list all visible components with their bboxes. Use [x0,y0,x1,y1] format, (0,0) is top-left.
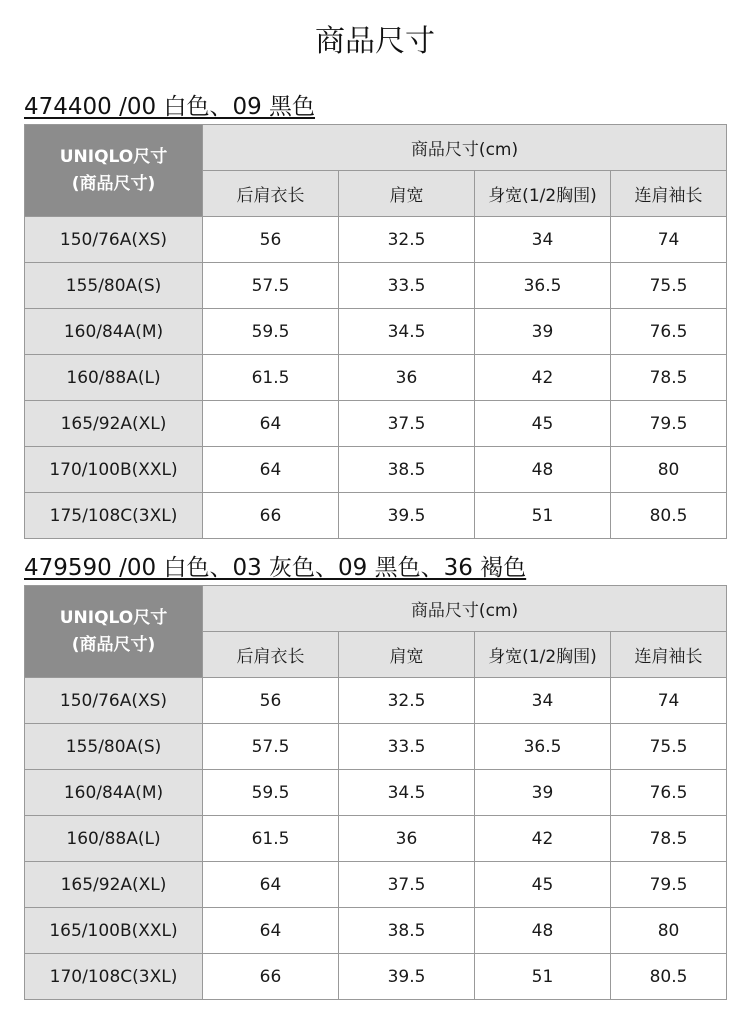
value-cell: 80.5 [611,493,727,539]
table-row [25,724,727,770]
value-cell: 64 [203,908,339,954]
corner-header [25,125,203,217]
column-header-body-width: 身宽(1/2胸围) [475,632,611,678]
value-cell: 64 [203,862,339,908]
value-cell: 48 [475,908,611,954]
section-title-2: 479590 /00 白色、03 灰色、09 黑色、36 褐色 [24,555,527,581]
value-cell: 75.5 [611,724,727,770]
table-row [25,355,727,401]
value-cell: 32.5 [339,217,475,263]
value-cell: 33.5 [339,724,475,770]
value-cell: 39.5 [339,954,475,1000]
value-cell: 56 [203,678,339,724]
value-cell: 36.5 [475,724,611,770]
value-cell: 42 [475,355,611,401]
value-cell: 76.5 [611,309,727,355]
corner-line-2: (商品尺寸) [71,173,156,194]
value-cell: 34 [475,678,611,724]
value-cell: 32.5 [339,678,475,724]
value-cell: 36 [339,355,475,401]
table-row [25,908,727,954]
size-cell: 175/108C(3XL) [25,493,203,539]
value-cell: 38.5 [339,447,475,493]
corner-header [25,586,203,678]
value-cell: 38.5 [339,908,475,954]
size-cell: 165/92A(XL) [25,862,203,908]
group-header: 商品尺寸(cm) [203,125,727,171]
size-cell: 160/84A(M) [25,770,203,816]
group-header: 商品尺寸(cm) [203,586,727,632]
value-cell: 74 [611,217,727,263]
column-header-body-width: 身宽(1/2胸围) [475,171,611,217]
column-header-sleeve-length: 连肩袖长 [611,171,727,217]
value-cell: 61.5 [203,355,339,401]
value-cell: 42 [475,816,611,862]
value-cell: 45 [475,862,611,908]
value-cell: 39.5 [339,493,475,539]
value-cell: 66 [203,954,339,1000]
size-cell: 170/100B(XXL) [25,447,203,493]
size-cell: 160/84A(M) [25,309,203,355]
value-cell: 64 [203,401,339,447]
section-title-1: 474400 /00 白色、09 黑色 [24,94,316,120]
value-cell: 80 [611,908,727,954]
value-cell: 48 [475,447,611,493]
table-row [25,263,727,309]
value-cell: 59.5 [203,309,339,355]
value-cell: 51 [475,954,611,1000]
size-cell: 155/80A(S) [25,724,203,770]
value-cell: 34.5 [339,770,475,816]
value-cell: 34.5 [339,309,475,355]
table-row [25,816,727,862]
corner-line-2: (商品尺寸) [71,634,156,655]
table-row [25,770,727,816]
corner-line-1: UNIQLO尺寸 [59,607,168,628]
value-cell: 36.5 [475,263,611,309]
column-header-back-length: 后肩衣长 [203,171,339,217]
size-cell: 170/108C(3XL) [25,954,203,1000]
table-row [25,447,727,493]
corner-line-1: UNIQLO尺寸 [59,146,168,167]
value-cell: 57.5 [203,263,339,309]
size-cell: 160/88A(L) [25,816,203,862]
value-cell: 36 [339,816,475,862]
table-row [25,954,727,1000]
value-cell: 45 [475,401,611,447]
value-cell: 37.5 [339,401,475,447]
table-row [25,401,727,447]
value-cell: 39 [475,770,611,816]
table-row [25,493,727,539]
value-cell: 57.5 [203,724,339,770]
size-cell: 155/80A(S) [25,263,203,309]
value-cell: 34 [475,217,611,263]
column-header-sleeve-length: 连肩袖长 [611,632,727,678]
value-cell: 64 [203,447,339,493]
page-title: 商品尺寸 [315,24,435,59]
value-cell: 37.5 [339,862,475,908]
value-cell: 51 [475,493,611,539]
column-header-back-length: 后肩衣长 [203,632,339,678]
value-cell: 79.5 [611,862,727,908]
value-cell: 66 [203,493,339,539]
value-cell: 33.5 [339,263,475,309]
column-header-shoulder-width: 肩宽 [339,632,475,678]
value-cell: 76.5 [611,770,727,816]
value-cell: 78.5 [611,816,727,862]
table-row [25,217,727,263]
value-cell: 80 [611,447,727,493]
value-cell: 56 [203,217,339,263]
value-cell: 79.5 [611,401,727,447]
size-cell: 160/88A(L) [25,355,203,401]
value-cell: 75.5 [611,263,727,309]
table-row [25,678,727,724]
column-header-shoulder-width: 肩宽 [339,171,475,217]
size-table-2 [24,585,727,1000]
value-cell: 61.5 [203,816,339,862]
size-cell: 165/92A(XL) [25,401,203,447]
value-cell: 39 [475,309,611,355]
value-cell: 59.5 [203,770,339,816]
value-cell: 74 [611,678,727,724]
value-cell: 80.5 [611,954,727,1000]
value-cell: 78.5 [611,355,727,401]
size-cell: 150/76A(XS) [25,678,203,724]
size-table-1 [24,124,727,539]
size-cell: 165/100B(XXL) [25,908,203,954]
table-row [25,309,727,355]
size-cell: 150/76A(XS) [25,217,203,263]
table-row [25,862,727,908]
